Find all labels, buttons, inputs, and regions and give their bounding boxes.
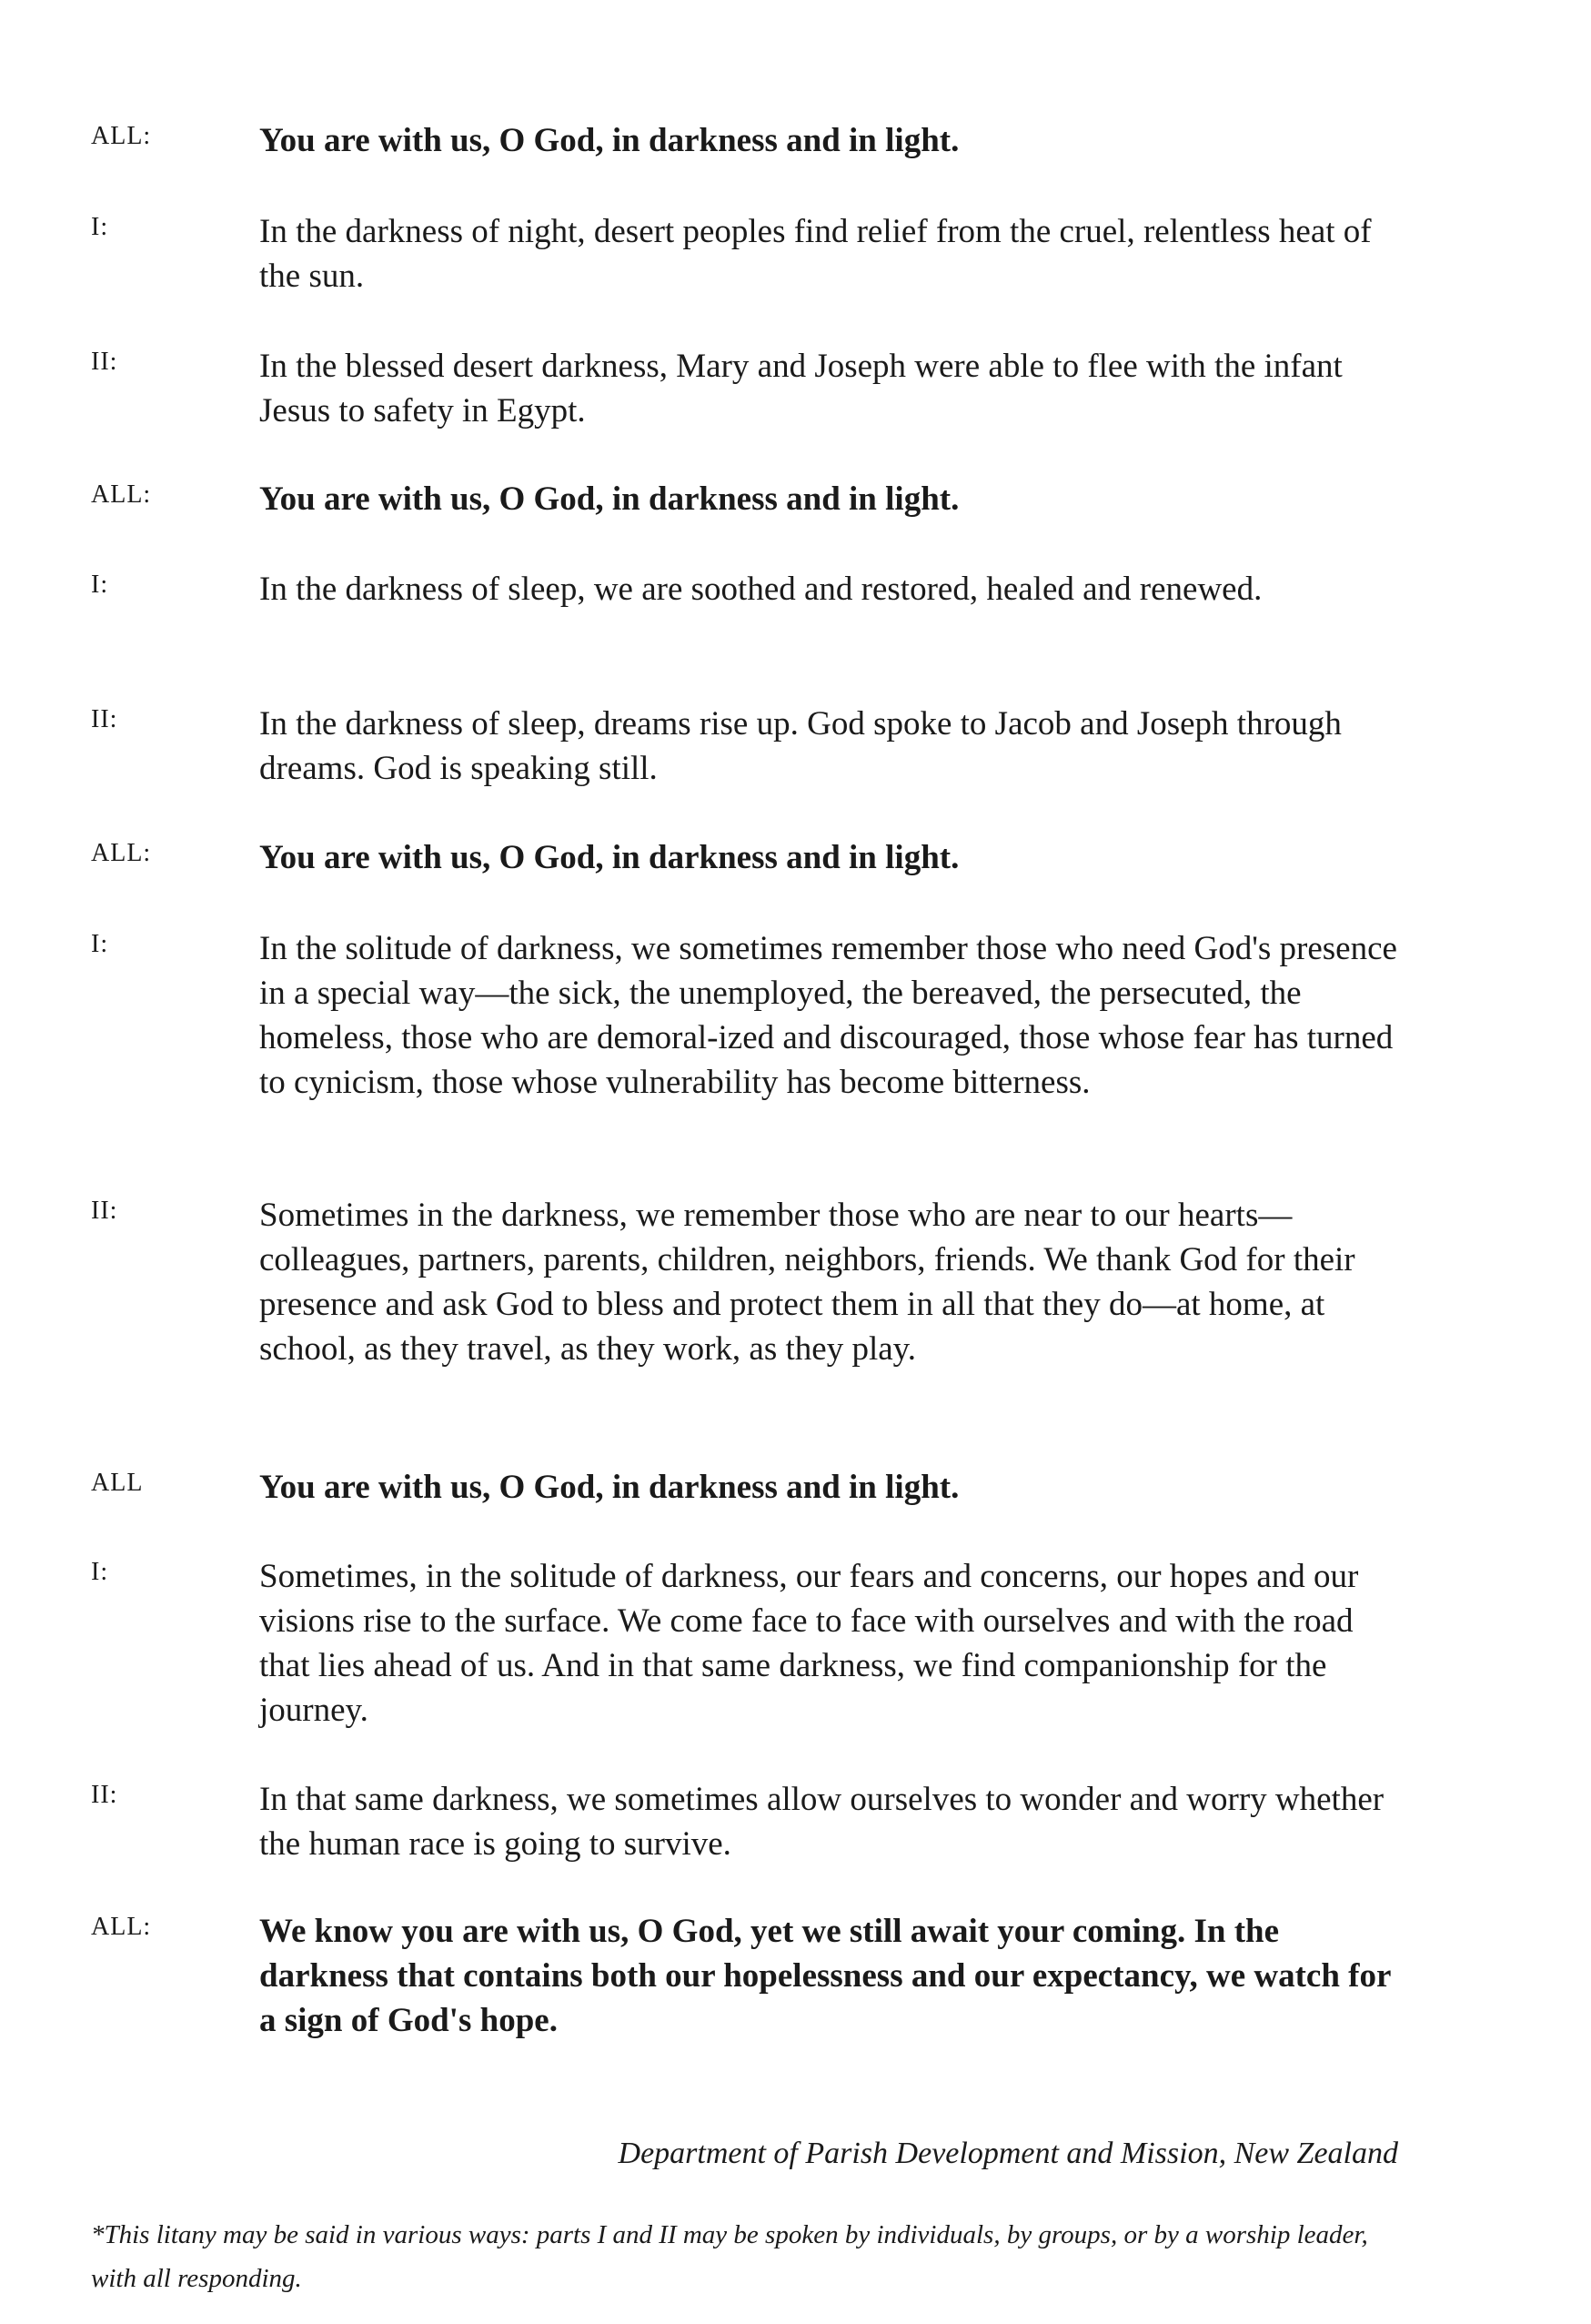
attribution: Department of Parish Development and Mission, New Zealand bbox=[618, 2137, 1398, 2170]
speaker-label: I: bbox=[91, 1558, 109, 1586]
speaker-label: ALL: bbox=[91, 1913, 152, 1941]
litany-text: In the solitude of darkness, we sometimes remember those who need God's presence in a special way—the sick, the unemployed, the bereaved, the persecuted, the homeless, those who are demoral-ized and discouraged, those whose fear has turned to cynicism, those whose vulnerability has become bitterness. bbox=[259, 930, 1397, 1101]
speaker-label: I: bbox=[91, 930, 109, 958]
litany-text: Sometimes, in the solitude of darkness, our fears and concerns, our hopes and our visions rise to the surface. We come face to face with ourselves and with the road that lies ahead of us. And in that same darkness, we find companionship for the journey. bbox=[259, 1558, 1359, 1729]
litany-text: In the darkness of night, desert peoples find relief from the cruel, relentless heat of the sun. bbox=[259, 213, 1372, 295]
response-text: We know you are with us, O God, yet we still await your coming. In the darkness that contains both our hopelessness and our expectancy, we watch for a sign of God's hope. bbox=[259, 1913, 1391, 2039]
litany-text: In the blessed desert darkness, Mary and Joseph were able to flee with the infant Jesus to safety in Egypt. bbox=[259, 348, 1343, 429]
response-text: You are with us, O God, in darkness and in light. bbox=[259, 480, 960, 518]
speaker-label: ALL: bbox=[91, 480, 152, 509]
speaker-label: II: bbox=[91, 348, 118, 376]
speaker-label: II: bbox=[91, 1197, 118, 1225]
speaker-label: I: bbox=[91, 213, 109, 241]
response-text: You are with us, O God, in darkness and in light. bbox=[259, 1469, 960, 1506]
response-text: You are with us, O God, in darkness and in light. bbox=[259, 839, 960, 876]
response-text: You are with us, O God, in darkness and in light. bbox=[259, 122, 960, 159]
litany-text: In the darkness of sleep, we are soothed and restored, healed and renewed. bbox=[259, 571, 1263, 608]
speaker-label: II: bbox=[91, 1781, 118, 1809]
litany-text: Sometimes in the darkness, we remember those who are near to our hearts—colleagues, partners, parents, children, neighbors, friends. We thank God for their presence and ask God to bless and protect them in all that they do—at home, at school, as they travel, as they work, as they play. bbox=[259, 1197, 1355, 1368]
speaker-label: ALL: bbox=[91, 122, 152, 150]
speaker-label: ALL bbox=[91, 1469, 144, 1497]
speaker-label: II: bbox=[91, 705, 118, 733]
litany-text: In the darkness of sleep, dreams rise up. God spoke to Jacob and Joseph through dreams. God is speaking still. bbox=[259, 705, 1342, 787]
speaker-label: I: bbox=[91, 571, 109, 599]
litany-text: In that same darkness, we sometimes allow ourselves to wonder and worry whether the human race is going to survive. bbox=[259, 1781, 1385, 1863]
speaker-label: ALL: bbox=[91, 839, 152, 867]
footnote: *This litany may be said in various ways: parts I and II may be spoken by individuals, by groups, or by a worship leader, with all responding. bbox=[91, 2220, 1368, 2293]
